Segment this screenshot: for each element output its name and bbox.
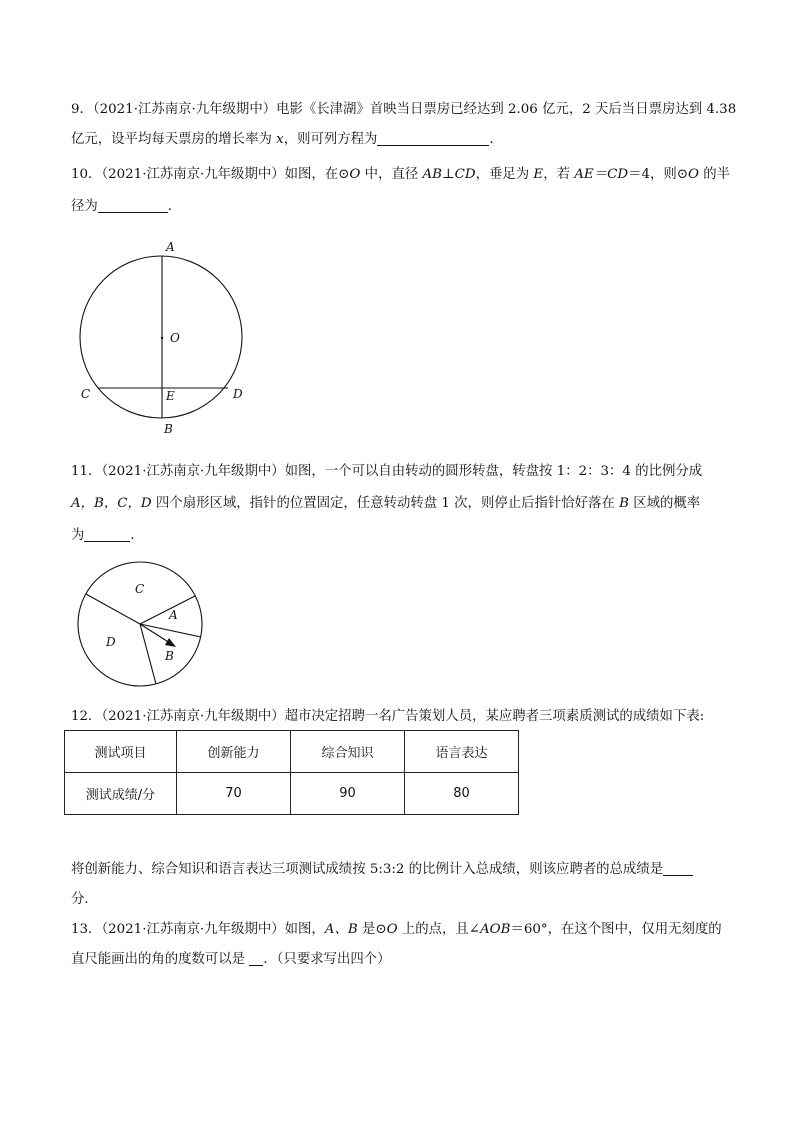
q11-text-1: 如图，一个可以自由转动的圆形转盘，转盘按 1：2：3：4 的比例分成 [284, 464, 703, 479]
q12-text-1: 超市决定招聘一名广告策划人员，某应聘者三项素质测试的成绩如下表: [284, 709, 705, 724]
q11-answer-blank[interactable] [84, 527, 130, 542]
q10-var-o-2: O [687, 167, 699, 182]
q9-answer-blank[interactable] [377, 131, 489, 146]
q11-divider-cd [86, 594, 140, 624]
q10-var-e: E [533, 167, 544, 182]
q10-circle-figure [70, 238, 270, 438]
q10-label-a: A [166, 240, 175, 254]
q13-line-2 [71, 951, 391, 969]
q12-answer-blank[interactable] [663, 861, 693, 876]
q9-text-2a: 亿元，设平均每天票房的增长率为 [71, 132, 277, 147]
q11-label-b: B [165, 649, 174, 663]
q9-number: 9． [71, 102, 93, 117]
q10-var-ae-cd: AE＝CD [574, 167, 629, 182]
q11-spinner-figure [72, 560, 212, 690]
table-cell: 80 [405, 773, 519, 815]
q9-source: （2021·江苏南京·九年级期中） [92, 102, 277, 117]
table-header-cell: 创新能力 [177, 731, 291, 773]
q12-text-after-1: 将创新能力、综合知识和语言表达三项测试成绩按 5:3:2 的比例计入总成绩，则该应聘者的总成绩是 [71, 862, 664, 877]
q9-text-2b: ，则可列方程为 [283, 132, 378, 147]
table-header-cell: 测试项目 [65, 731, 177, 773]
q10-answer-blank[interactable] [98, 198, 168, 213]
q11-line-3 [71, 527, 144, 545]
q11-end: ． [130, 528, 144, 543]
q10-line-1 [71, 166, 730, 184]
q10-circle [80, 256, 242, 418]
q10-text-1a: 如图，在⊙ [284, 167, 350, 182]
q10-end: ． [167, 199, 182, 214]
table-row-label: 测试成绩/分 [65, 773, 177, 815]
q13-var-aob: AOB [480, 922, 511, 937]
q13-var-o: O [386, 922, 398, 937]
q11-number: 11． [71, 464, 102, 479]
q12-number: 12． [71, 709, 102, 724]
q10-center-dot [161, 337, 163, 339]
q10-text-1b: 中，直径 [360, 167, 423, 182]
q10-var-o: O [349, 167, 361, 182]
q10-var-ab-cd: AB⊥CD [422, 167, 476, 182]
q11-text-2b: 四个扇形区域，指针的位置固定，任意转动转盘 1 次，则停止后指针恰好落在 [151, 496, 620, 511]
q11-line-1 [71, 463, 702, 481]
table-header-cell: 语言表达 [405, 731, 519, 773]
table-row [65, 731, 519, 773]
q12-line-1 [71, 708, 704, 726]
q10-text-1c: ，垂足为 [475, 167, 534, 182]
q10-text-1e: ＝4，则⊙ [628, 167, 688, 182]
q10-label-d: D [233, 387, 243, 401]
q10-label-c: C [81, 387, 91, 401]
q9-line-1 [71, 101, 736, 119]
q12-text-after-2: 分． [71, 892, 98, 907]
q10-text-1d: ，若 [543, 167, 575, 182]
q13-source: （2021·江苏南京·九年级期中） [101, 922, 285, 937]
q10-source: （2021·江苏南京·九年级期中） [101, 167, 285, 182]
q10-number: 10． [71, 167, 102, 182]
q13-text-1b: 是⊙ [357, 922, 387, 937]
q12-after-line-1 [71, 861, 693, 879]
q13-line-1 [71, 921, 722, 939]
q11-var-b: B [619, 496, 629, 511]
q11-label-a: A [169, 608, 178, 622]
q11-divider-ac [140, 596, 195, 624]
table-cell: 70 [177, 773, 291, 815]
table-header-cell: 综合知识 [291, 731, 405, 773]
q12-score-table [64, 730, 519, 815]
table-cell: 90 [291, 773, 405, 815]
q12-after-line-2 [71, 891, 98, 909]
q10-label-o: O [170, 331, 180, 345]
q11-pointer-arrowhead [165, 638, 176, 647]
q13-text-1c: 上的点，且∠ [397, 922, 480, 937]
q11-text-2c: 区域的概率 [628, 496, 701, 511]
q13-number: 13． [71, 922, 102, 937]
table-row [65, 773, 519, 815]
q12-source: （2021·江苏南京·九年级期中） [101, 709, 285, 724]
q10-label-e: E [166, 389, 175, 403]
q11-source: （2021·江苏南京·九年级期中） [101, 464, 285, 479]
q9-var-x: x [276, 132, 284, 147]
q11-label-d: D [106, 635, 116, 649]
q11-line-2 [71, 495, 700, 513]
q13-text-2b: ．（只要求写出四个） [263, 952, 391, 967]
q10-label-b: B [164, 422, 173, 436]
q9-end: ． [489, 132, 503, 147]
q13-var-ab: A、B [324, 922, 358, 937]
q9-text-1: 电影《长津湖》首映当日票房已经达到 2.06 亿元，2 天后当日票房达到 4.38 [276, 102, 737, 117]
q11-text-3: 为 [71, 528, 85, 543]
q13-text-1d: ＝60°，在这个图中，仅用无刻度的 [510, 922, 722, 937]
q10-text-1f: 的半 [698, 167, 731, 182]
q11-label-c: C [135, 582, 145, 596]
q11-sector-names: A，B，C，D [71, 496, 152, 511]
q10-line-2 [71, 198, 181, 216]
q9-line-2 [71, 131, 503, 149]
q13-text-1a: 如图， [284, 922, 325, 937]
q10-text-2: 径为 [71, 199, 98, 214]
q13-answer-blank[interactable] [249, 951, 263, 966]
q13-text-2a: 直尺能画出的角的度数可以是 [71, 952, 250, 967]
